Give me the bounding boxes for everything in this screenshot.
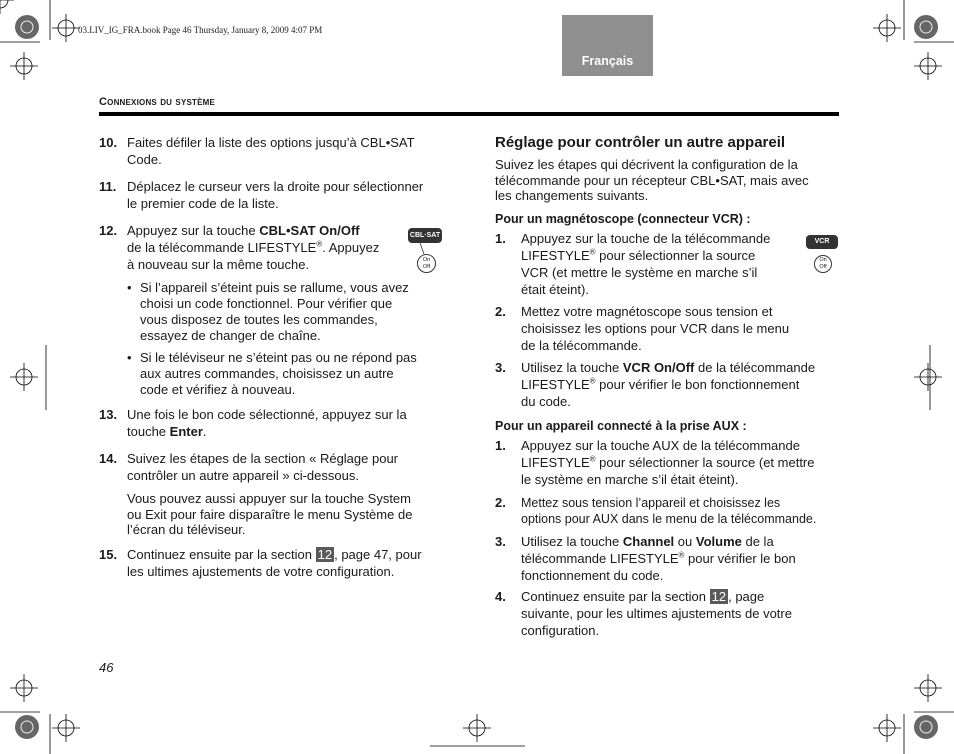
print-info: 03.LIV_IG_FRA.book Page 46 Thursday, January 8, 2009 4:07 PM [78,25,323,35]
vcr-step-2: 2. Mettez votre magnétoscope sous tension et choisissez les options pour VCR dans le menu de la télécommande. [495,304,790,353]
section-ref: 12 [317,547,333,562]
step-15: 15. Continuez ensuite par la section 12 , page 47, pour les ultimes ajustements de votre configuration. [99,547,422,579]
vcr-button-illustration [806,235,842,275]
vcr-step-1: 1. Appuyez sur la touche de la télécommande LIFESTYLE® pour sélectionner la source VCR (et mettre le système en marche s’il était éteint). [495,231,771,297]
vcr-heading: Pour un magnétoscope (connecteur VCR) : [495,212,751,226]
step-12: 12. Appuyez sur la touche CBL•SAT On/Off de la télécommande LIFESTYLE®. Appuyez à nouveau sur la même touche. [99,223,380,272]
step-13: 13. Une fois le bon code sélectionné, appuyez sur la touche Enter. [99,407,407,439]
aux-heading: Pour un appareil connecté à la prise AUX : [495,419,747,433]
aux-step-3: 3. Utilisez la touche Channel ou Volume de la télécommande LIFESTYLE® pour vérifier le bon fonctionnement du code. [495,534,796,583]
vcr-step-3: 3. Utilisez la touche VCR On/Off de la télécommande LIFESTYLE® pour vérifier le bon fonctionnement du code. [495,360,816,409]
step-10: 10. Faites défiler la liste des options jusqu’à CBL•SAT Code. [99,135,415,167]
section-heading: Réglage pour contrôler un autre appareil [495,134,786,151]
vcr-on-off-key: On Off [814,255,832,273]
aux-step-1: 1. Appuyez sur la touche AUX de la télécommande LIFESTYLE® pour sélectionner la source (et mettre le système en marche s’il était éteint). [495,438,815,487]
section-ref: 12 [711,589,727,604]
cbl-sat-key: CBL·SAT [408,228,442,243]
aux-step-4: 4. Continuez ensuite par la section 12 , page suivante, pour les ultimes ajustements de votre configuration. [495,589,792,638]
language-tab-label: Français [581,54,634,68]
bullet-1: • Si l’appareil s’éteint puis se rallume, vous avez choisi un code fonctionnel. Pour vérifier que vous disposez de toutes les commandes, essayez de changer de chaîne. [127,280,409,343]
language-tab [562,15,653,76]
section-title: Connexions du système [99,96,216,108]
vcr-key: VCR [806,235,838,249]
intro: Suivez les étapes qui décrivent la configuration de la télécommande pour un récepteur CBL•SAT, mais avec les changements suivants. [495,157,809,203]
step-14: 14. Suivez les étapes de la section « Réglage pour contrôler un autre appareil » ci-dessous. Vous pouvez aussi appuyer sur la touche System ou Exit pour faire disparaître le menu Système de l’écran du téléviseur. [99,451,413,537]
on-off-key: On Off [417,254,436,273]
aux-step-2: 2. Mettez sous tension l’appareil et choisissez les options pour AUX dans le menu de la télécommande. [495,495,817,526]
bullet-2: • Si le téléviseur ne s’éteint pas ou ne répond pas aux autres commandes, choisissez un autre code et vérifiez à nouveau. [127,350,417,397]
step-11: 11. Déplacez le curseur vers la droite pour sélectionner le premier code de la liste. [99,179,424,211]
page-number: 46 [99,660,114,675]
cbl-sat-button-illustration [408,228,444,278]
section-rule [99,112,839,116]
